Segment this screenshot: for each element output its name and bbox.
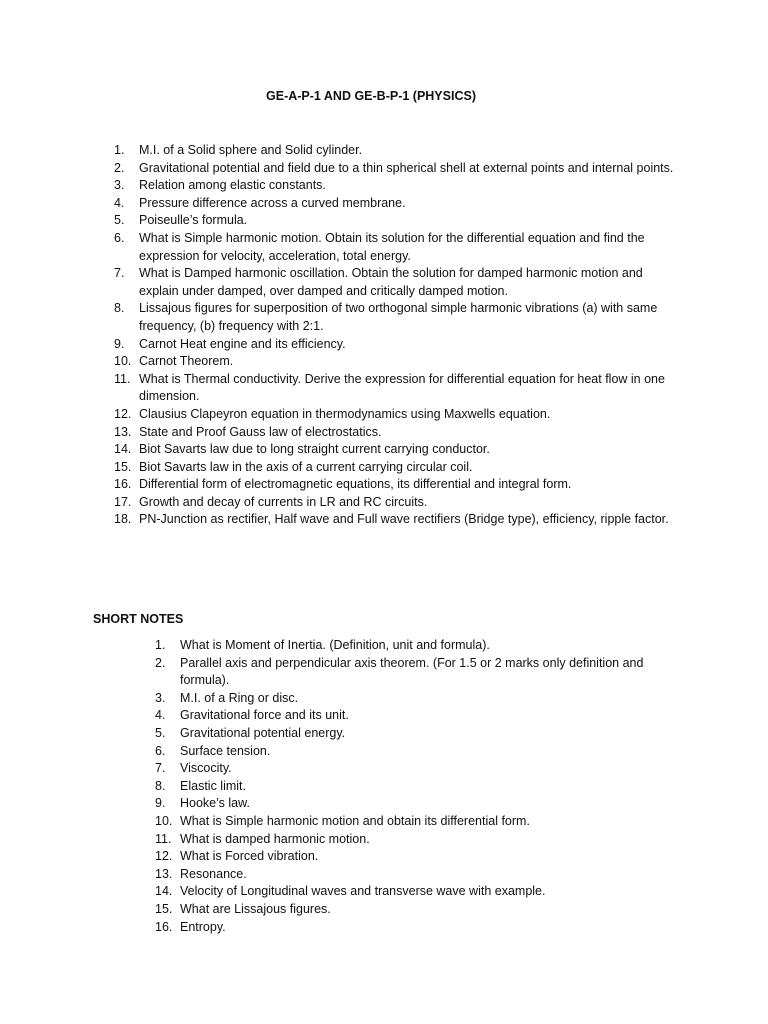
- item-text: Poiseulle’s formula.: [139, 213, 248, 228]
- item-text: Carnot Heat engine and its efficiency.: [139, 336, 346, 351]
- list-item: [114, 424, 679, 442]
- item-number: 3.: [155, 690, 166, 705]
- list-item: [114, 406, 679, 424]
- list-item: [155, 637, 680, 655]
- list-item: [114, 441, 679, 459]
- list-item: [114, 177, 679, 195]
- item-text: What are Lissajous figures.: [180, 901, 331, 916]
- list-item: [155, 725, 680, 743]
- list-item: [155, 919, 680, 937]
- list-item: [114, 476, 679, 494]
- item-text: Viscocity.: [180, 761, 232, 776]
- item-number: 13.: [155, 866, 173, 881]
- item-number: 18.: [114, 512, 132, 527]
- item-text: Growth and decay of currents in LR and RC circuits.: [139, 494, 428, 509]
- item-text: Parallel axis and perpendicular axis theorem. (For 1.5 or 2 marks only definition and formula).: [180, 655, 644, 688]
- item-number: 2.: [155, 655, 166, 670]
- item-number: 6.: [155, 743, 166, 758]
- list-item: [114, 336, 679, 354]
- list-item: [155, 866, 680, 884]
- list-item: [155, 831, 680, 849]
- list-item: [155, 760, 680, 778]
- item-number: 1.: [155, 638, 166, 652]
- item-text: What is Moment of Inertia. (Definition, unit and formula).: [180, 638, 490, 652]
- item-text: What is Simple harmonic motion. Obtain its solution for the differential equation and find the expression for velocity, acceleration, total energy.: [139, 230, 645, 263]
- item-number: 11.: [155, 831, 172, 846]
- item-text: Differential form of electromagnetic equations, its differential and integral form.: [139, 477, 572, 492]
- item-text: Carnot Theorem.: [139, 354, 234, 369]
- list-item: [114, 511, 679, 529]
- list-item: [155, 795, 680, 813]
- item-text: Velocity of Longitudinal waves and transverse wave with example.: [180, 884, 546, 899]
- item-text: Surface tension.: [180, 743, 271, 758]
- list-item: [155, 707, 680, 725]
- item-number: 11.: [114, 371, 131, 386]
- item-text: Clausius Clapeyron equation in thermodynamics using Maxwells equation.: [139, 406, 551, 421]
- list-item: [155, 848, 680, 866]
- list-item: [155, 778, 680, 796]
- item-number: 16.: [155, 919, 173, 934]
- item-number: 8.: [114, 301, 125, 316]
- list-item: [114, 195, 679, 213]
- list-item: [155, 901, 680, 919]
- item-text: Biot Savarts law due to long straight current carrying conductor.: [139, 442, 490, 457]
- item-number: 2.: [114, 160, 125, 175]
- question-list: [114, 142, 679, 529]
- item-text: What is Simple harmonic motion and obtain its differential form.: [180, 813, 530, 828]
- item-text: Elastic limit.: [180, 778, 246, 793]
- list-item: [114, 142, 679, 160]
- item-number: 3.: [114, 178, 125, 193]
- document-title: GE-A-P-1 AND GE-B-P-1 (PHYSICS): [266, 89, 476, 103]
- item-number: 7.: [155, 761, 166, 776]
- item-number: 12.: [155, 849, 173, 864]
- list-item: [155, 813, 680, 831]
- list-item: [114, 212, 679, 230]
- item-text: What is damped harmonic motion.: [180, 831, 370, 846]
- item-text: Pressure difference across a curved membrane.: [139, 195, 406, 210]
- item-number: 5.: [114, 213, 125, 228]
- list-item: [114, 353, 679, 371]
- item-number: 14.: [155, 884, 173, 899]
- list-item: [114, 494, 679, 512]
- item-number: 14.: [114, 442, 132, 457]
- item-text: Relation among elastic constants.: [139, 178, 326, 193]
- list-item: [114, 160, 679, 178]
- list-item: [155, 690, 680, 708]
- list-item: [114, 230, 679, 265]
- item-text: Entropy.: [180, 919, 226, 934]
- item-number: 4.: [155, 708, 166, 723]
- item-number: 9.: [114, 336, 125, 351]
- item-text: What is Forced vibration.: [180, 849, 319, 864]
- item-number: 10.: [114, 354, 132, 369]
- item-number: 15.: [114, 459, 132, 474]
- item-number: 9.: [155, 796, 166, 811]
- item-text: Gravitational force and its unit.: [180, 708, 349, 723]
- list-item: [155, 883, 680, 901]
- item-number: 17.: [114, 494, 132, 509]
- list-item: [114, 371, 679, 406]
- item-text: PN-Junction as rectifier, Half wave and Full wave rectifiers (Bridge type), efficiency, ripple factor.: [139, 512, 669, 527]
- list-item: [155, 655, 680, 690]
- list-item: [114, 300, 679, 335]
- item-number: 10.: [155, 813, 173, 828]
- item-text: What is Damped harmonic oscillation. Obtain the solution for damped harmonic motion and explain under damped, over damped and critically damped motion.: [139, 266, 643, 298]
- item-number: 7.: [114, 266, 125, 281]
- item-text: Biot Savarts law in the axis of a current carrying circular coil.: [139, 459, 473, 474]
- item-number: 13.: [114, 424, 132, 439]
- item-number: 15.: [155, 901, 173, 916]
- item-number: 1.: [114, 143, 125, 157]
- item-text: M.I. of a Solid sphere and Solid cylinder.: [139, 143, 363, 157]
- short-notes-list: [155, 637, 680, 936]
- item-text: Lissajous figures for superposition of two orthogonal simple harmonic vibrations (a) with same frequency, (b) frequency with 2:1.: [139, 301, 658, 333]
- item-number: 12.: [114, 406, 132, 421]
- item-text: What is Thermal conductivity. Derive the expression for differential equation for heat flow in one dimension.: [139, 371, 665, 404]
- item-text: Gravitational potential energy.: [180, 725, 346, 740]
- section-heading-short-notes: SHORT NOTES: [93, 612, 184, 626]
- list-item: [114, 265, 679, 300]
- item-number: 4.: [114, 195, 125, 210]
- item-text: State and Proof Gauss law of electrostatics.: [139, 424, 382, 439]
- item-number: 6.: [114, 230, 125, 245]
- item-text: Gravitational potential and field due to a thin spherical shell at external points and internal points.: [139, 160, 674, 175]
- item-text: M.I. of a Ring or disc.: [180, 690, 299, 705]
- list-item: [155, 743, 680, 761]
- list-item: [114, 459, 679, 477]
- item-number: 5.: [155, 725, 166, 740]
- item-text: Resonance.: [180, 866, 247, 881]
- item-number: 16.: [114, 477, 132, 492]
- item-number: 8.: [155, 778, 166, 793]
- item-text: Hooke’s law.: [180, 796, 250, 811]
